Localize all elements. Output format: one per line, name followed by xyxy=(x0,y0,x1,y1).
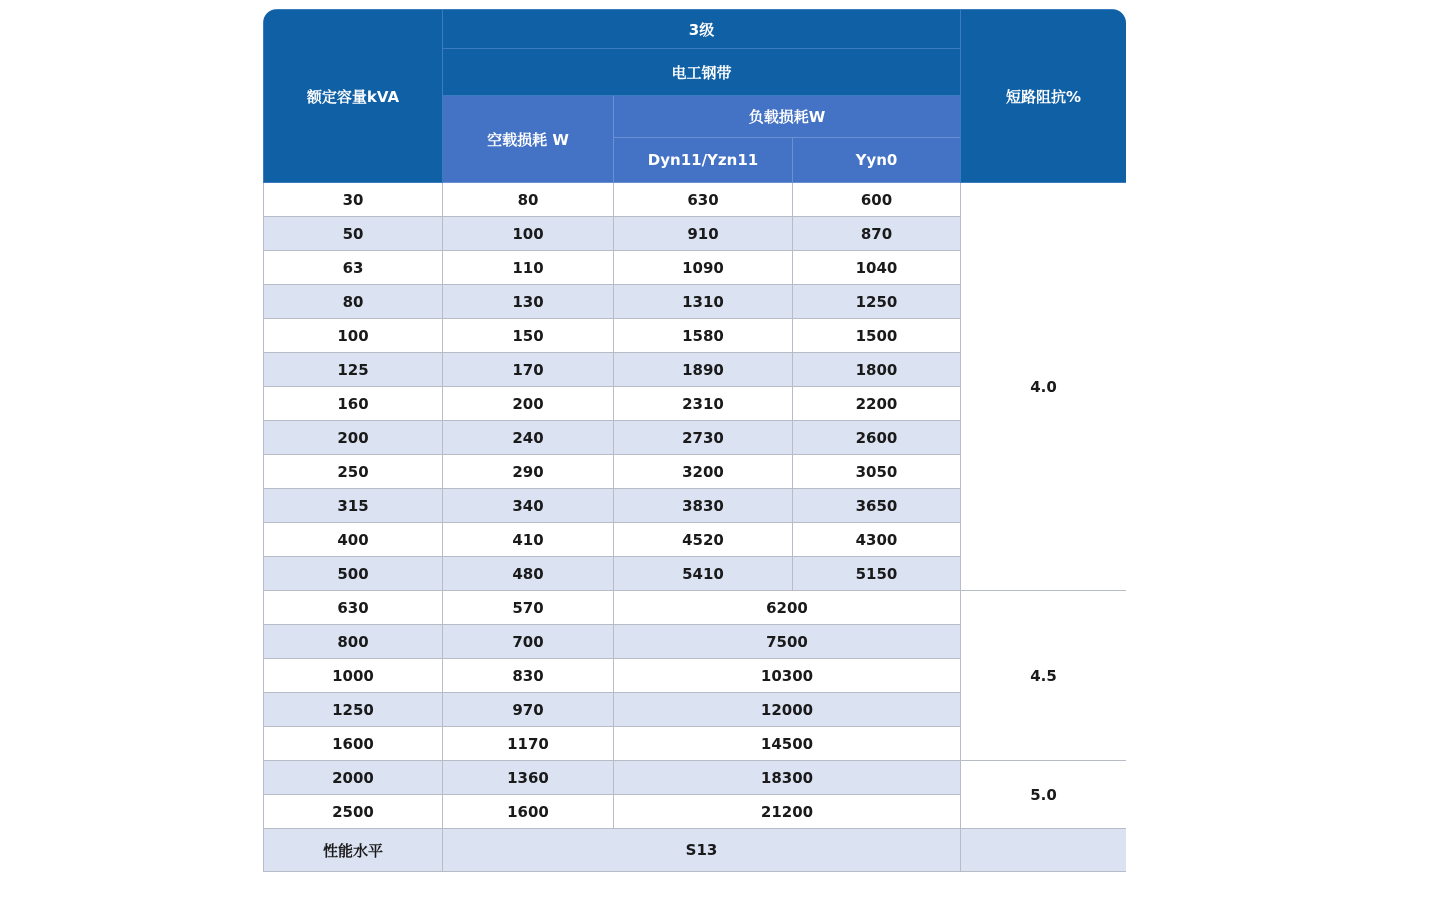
capacity-cell: 315 xyxy=(264,489,443,523)
transformer-loss-table xyxy=(263,9,1126,872)
header-dyn11-yzn11: Dyn11/Yzn11 xyxy=(614,138,793,183)
header-material: 电工钢带 xyxy=(443,49,961,96)
capacity-cell: 250 xyxy=(264,455,443,489)
spec-table xyxy=(263,9,1126,872)
noload-cell: 700 xyxy=(443,625,614,659)
capacity-cell: 1250 xyxy=(264,693,443,727)
noload-cell: 1600 xyxy=(443,795,614,829)
dyn-load-cell: 2310 xyxy=(614,387,793,421)
capacity-cell: 500 xyxy=(264,557,443,591)
noload-cell: 1360 xyxy=(443,761,614,795)
capacity-cell: 50 xyxy=(264,217,443,251)
noload-cell: 340 xyxy=(443,489,614,523)
dyn-load-cell: 1310 xyxy=(614,285,793,319)
noload-cell: 110 xyxy=(443,251,614,285)
capacity-cell: 160 xyxy=(264,387,443,421)
load-cell: 14500 xyxy=(614,727,961,761)
dyn-load-cell: 1580 xyxy=(614,319,793,353)
dyn-load-cell: 4520 xyxy=(614,523,793,557)
capacity-cell: 2500 xyxy=(264,795,443,829)
capacity-cell: 100 xyxy=(264,319,443,353)
yyn-load-cell: 2600 xyxy=(793,421,961,455)
impedance-group-1: 4.0 xyxy=(961,183,1127,591)
noload-cell: 240 xyxy=(443,421,614,455)
yyn-load-cell: 600 xyxy=(793,183,961,217)
noload-cell: 130 xyxy=(443,285,614,319)
yyn-load-cell: 1040 xyxy=(793,251,961,285)
capacity-cell: 125 xyxy=(264,353,443,387)
dyn-load-cell: 630 xyxy=(614,183,793,217)
yyn-load-cell: 3650 xyxy=(793,489,961,523)
yyn-load-cell: 870 xyxy=(793,217,961,251)
impedance-group-2: 4.5 xyxy=(961,591,1127,761)
table-row xyxy=(264,591,1127,625)
header-capacity: 额定容量kVA xyxy=(264,10,443,183)
performance-impedance xyxy=(961,829,1127,872)
load-cell: 18300 xyxy=(614,761,961,795)
yyn-load-cell: 1500 xyxy=(793,319,961,353)
noload-cell: 290 xyxy=(443,455,614,489)
noload-cell: 1170 xyxy=(443,727,614,761)
noload-cell: 170 xyxy=(443,353,614,387)
noload-cell: 200 xyxy=(443,387,614,421)
dyn-load-cell: 910 xyxy=(614,217,793,251)
header-load-loss: 负载损耗W xyxy=(614,96,961,138)
noload-cell: 480 xyxy=(443,557,614,591)
dyn-load-cell: 5410 xyxy=(614,557,793,591)
yyn-load-cell: 1800 xyxy=(793,353,961,387)
yyn-load-cell: 1250 xyxy=(793,285,961,319)
capacity-cell: 63 xyxy=(264,251,443,285)
dyn-load-cell: 2730 xyxy=(614,421,793,455)
noload-cell: 830 xyxy=(443,659,614,693)
capacity-cell: 630 xyxy=(264,591,443,625)
dyn-load-cell: 3830 xyxy=(614,489,793,523)
capacity-cell: 1000 xyxy=(264,659,443,693)
load-cell: 21200 xyxy=(614,795,961,829)
header-grade: 3级 xyxy=(443,10,961,49)
capacity-cell: 200 xyxy=(264,421,443,455)
noload-cell: 570 xyxy=(443,591,614,625)
capacity-cell: 400 xyxy=(264,523,443,557)
performance-label: 性能水平 xyxy=(264,829,443,872)
capacity-cell: 30 xyxy=(264,183,443,217)
capacity-cell: 2000 xyxy=(264,761,443,795)
yyn-load-cell: 3050 xyxy=(793,455,961,489)
dyn-load-cell: 1890 xyxy=(614,353,793,387)
dyn-load-cell: 3200 xyxy=(614,455,793,489)
capacity-cell: 800 xyxy=(264,625,443,659)
noload-cell: 100 xyxy=(443,217,614,251)
yyn-load-cell: 4300 xyxy=(793,523,961,557)
header-impedance: 短路阻抗% xyxy=(961,10,1127,183)
table-row xyxy=(264,183,1127,217)
load-cell: 10300 xyxy=(614,659,961,693)
performance-row xyxy=(264,829,1127,872)
header-yyn0: Yyn0 xyxy=(793,138,961,183)
performance-value: S13 xyxy=(443,829,961,872)
impedance-group-3: 5.0 xyxy=(961,761,1127,829)
load-cell: 6200 xyxy=(614,591,961,625)
noload-cell: 80 xyxy=(443,183,614,217)
load-cell: 12000 xyxy=(614,693,961,727)
capacity-cell: 1600 xyxy=(264,727,443,761)
dyn-load-cell: 1090 xyxy=(614,251,793,285)
noload-cell: 410 xyxy=(443,523,614,557)
load-cell: 7500 xyxy=(614,625,961,659)
table-row xyxy=(264,761,1127,795)
noload-cell: 150 xyxy=(443,319,614,353)
yyn-load-cell: 2200 xyxy=(793,387,961,421)
noload-cell: 970 xyxy=(443,693,614,727)
yyn-load-cell: 5150 xyxy=(793,557,961,591)
capacity-cell: 80 xyxy=(264,285,443,319)
header-noload-loss: 空载损耗 W xyxy=(443,96,614,183)
